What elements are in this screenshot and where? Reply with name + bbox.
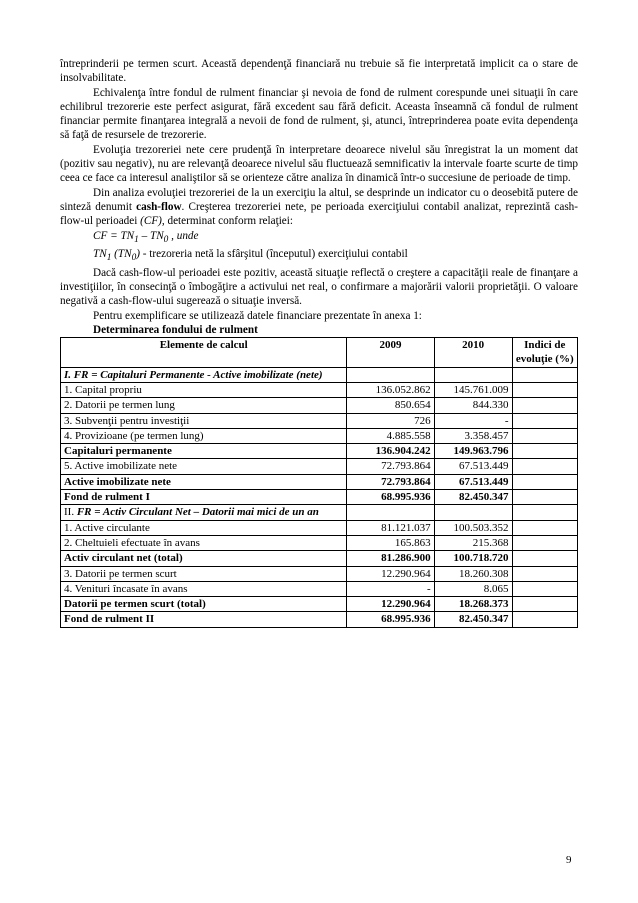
value-index [512,428,578,443]
value-2009: 68.995.936 [347,490,434,505]
value-2009: 81.286.900 [347,551,434,566]
value-2010: 82.450.347 [434,490,512,505]
formula-mid: – TN [138,229,164,242]
value-index [512,612,578,627]
table-row [61,505,578,520]
table-row [61,444,578,459]
paragraph-2: Echivalenţa între fondul de rulment financiar şi nevoia de fond de rulment corespunde unei situaţii în care echilibrul trezorerie este perfect asigurat, fără excedent sau fără deficit. Aceasta înseamnă că fondul de rulment financiar permite finanţarea integrală a nevoii de fond de rulment, şi, atunci, întreprinderea poate evita dependenţa să faţă de resursele de trezorerie. [60,86,578,142]
value-2010: 145.761.009 [434,383,512,398]
document-page [60,57,578,628]
table-row [61,428,578,443]
value-index [512,383,578,398]
value-2010: 18.260.308 [434,566,512,581]
table-row [61,383,578,398]
value-index [512,459,578,474]
cash-flow-term: cash-flow [136,200,182,213]
paragraph-4-after: determinat conform relaţiei: [164,215,293,228]
row-label: Fond de rulment I [61,490,347,505]
formula-sub1: 1 [134,234,139,245]
table-row [61,490,578,505]
value-index [512,535,578,550]
value-2009: 72.793.864 [347,459,434,474]
value-2009: 12.290.964 [347,566,434,581]
table-row [61,520,578,535]
row-label: 1. Active circulante [61,520,347,535]
definition-c: ) [136,248,140,261]
row-label: Active imobilizate nete [61,474,347,489]
section-number: II. [64,506,77,519]
paragraph-4 [60,186,578,229]
value-2010: - [434,413,512,428]
table-row [61,612,578,627]
value-index [512,520,578,535]
row-label [61,505,347,520]
table-row [61,566,578,581]
table-row [61,581,578,596]
header-index: Indici de evoluţie (%) [512,338,578,368]
header-2010: 2010 [434,338,512,368]
table-row [61,413,578,428]
value-2009: 136.904.242 [347,444,434,459]
header-elements: Elemente de calcul [61,338,347,368]
value-2010: 67.513.449 [434,459,512,474]
definition-rest: - trezoreria netă la sfârşitul (începutul) exerciţiului contabil [139,248,408,261]
row-label: 1. Capital propriu [61,383,347,398]
row-label: Activ circulant net (total) [61,551,347,566]
row-label: 2. Cheltuieli efectuate în avans [61,535,347,550]
value-2009: 136.052.862 [347,383,434,398]
definition-a: TN [93,248,107,261]
paragraph-6: Pentru exemplificare se utilizează datele financiare prezentate în anexa 1: [93,309,422,322]
table-row [61,551,578,566]
definition-b: (TN [111,248,132,261]
value-2010: 100.718.720 [434,551,512,566]
value-2009 [347,367,434,382]
formula-tail: , unde [168,229,199,242]
value-2010: 844.330 [434,398,512,413]
table-title: Determinarea fondului de rulment [93,323,258,336]
value-2010: 82.450.347 [434,612,512,627]
value-2009: 850.654 [347,398,434,413]
value-2009: 81.121.037 [347,520,434,535]
row-label: Fond de rulment II [61,612,347,627]
paragraph-4-middle: . Creşterea trezoreriei nete, pe perioada exerciţiului contabil analizat, reprezintă cash-flow-ul perioadei [60,200,579,228]
value-index [512,413,578,428]
formula-line [60,229,578,248]
table-row [61,367,578,382]
row-label: Capitaluri permanente [61,444,347,459]
row-label: 3. Subvenţii pentru investiţii [61,413,347,428]
paragraph-1: întreprinderii pe termen scurt. Această dependenţă financiară nu trebuie să fie interpretată implicit ca o stare de insolvabilitate. [60,58,578,85]
value-index [512,597,578,612]
section-formula: FR = Activ Circulant Net – Datorii mai mici de un an [76,506,319,519]
paragraph-3: Evoluţia trezoreriei nete cere prudenţă în interpretare deoarece nivelul său înregistrat la un moment dat (pozitiv sau negativ), nu are relevanţă deoarece nivelul său fluctuează semnificativ la intervale foarte scurte de timp ceea ce face ca interesul analiştilor să se orienteze către analiza în dinamică într-o succesiune de perioade de timp. [60,143,578,185]
value-2010: 100.503.352 [434,520,512,535]
value-2010 [434,505,512,520]
value-index [512,566,578,581]
page-number: 9 [566,854,572,866]
working-capital-table [60,337,578,628]
row-label: I. FR = Capitaluri Permanente - Active imobilizate (nete) [61,367,347,382]
table-row [61,398,578,413]
table-row [61,597,578,612]
value-2009: 165.863 [347,535,434,550]
header-2009: 2009 [347,338,434,368]
formula-sub0: 0 [163,234,169,245]
value-2009 [347,505,434,520]
formula-lhs: CF = TN [93,229,135,242]
definition-a-sub: 1 [106,253,112,264]
paragraph-4-before: Din analiza evoluţiei trezoreriei de la un exerciţiu la altul, se desprinde un indicator cu o deosebită putere de sinteză denumit [60,186,578,213]
row-label: 5. Active imobilizate nete [61,459,347,474]
definition-b-sub: 0 [131,253,137,264]
row-label: Datorii pe termen scurt (total) [61,597,347,612]
cf-abbrev: (CF), [140,215,165,228]
table-row [61,535,578,550]
row-label: 3. Datorii pe termen scurt [61,566,347,581]
value-index [512,444,578,459]
value-2009: 72.793.864 [347,474,434,489]
value-index [512,505,578,520]
row-label: 4. Venituri încasate în avans [61,581,347,596]
value-2010: 67.513.449 [434,474,512,489]
value-2009: 68.995.936 [347,612,434,627]
value-2010: 3.358.457 [434,428,512,443]
value-2010: 215.368 [434,535,512,550]
value-2009: - [347,581,434,596]
table-header-row [61,338,578,368]
table-row [61,474,578,489]
row-label: 2. Datorii pe termen lung [61,398,347,413]
value-2010: 8.065 [434,581,512,596]
table-body [61,367,578,627]
value-index [512,581,578,596]
value-2010 [434,367,512,382]
paragraph-5: Dacă cash-flow-ul perioadei este pozitiv, această situaţie reflectă o creştere a capacităţii reale de finanţare a investiţiilor, în consecinţă o îmbogăţire a activului net real, o confirmare a majorării valorii proprietăţii. O valoare negativă a cash-flow-ului sugerează o situaţie inversă. [60,266,578,308]
definition-line [60,247,578,266]
value-index [512,551,578,566]
table-row [61,459,578,474]
value-2009: 4.885.558 [347,428,434,443]
row-label: 4. Provizioane (pe termen lung) [61,428,347,443]
value-2009: 726 [347,413,434,428]
value-index [512,490,578,505]
value-index [512,367,578,382]
value-index [512,398,578,413]
value-index [512,474,578,489]
value-2010: 18.268.373 [434,597,512,612]
value-2009: 12.290.964 [347,597,434,612]
value-2010: 149.963.796 [434,444,512,459]
